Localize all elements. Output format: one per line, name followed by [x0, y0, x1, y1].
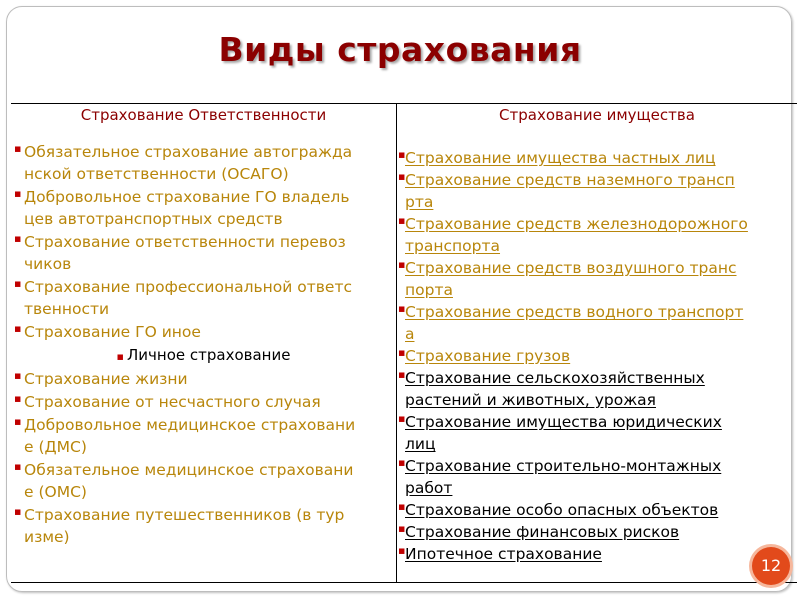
bullet-icon: ▪	[14, 322, 22, 335]
list-item-text: Страхование имущества частных лиц	[405, 149, 716, 167]
page-number-badge: 12	[752, 547, 790, 585]
list-item	[11, 368, 396, 390]
bullet-icon: ▪	[14, 392, 22, 405]
list-item-text: растений и животных, урожая	[405, 391, 656, 409]
list-item	[397, 411, 797, 455]
bullet-icon: ▪	[14, 142, 22, 155]
list-item	[397, 367, 797, 411]
bullet-icon: ▪	[398, 302, 406, 315]
bullet-icon: ▪	[398, 346, 406, 359]
list-item-text: цев автотранспортных средств	[24, 210, 283, 228]
list-item-text: Страхование особо опасных объектов	[405, 501, 719, 519]
list-item-text: е (ОМС)	[24, 483, 87, 501]
bullet-icon: ▪	[398, 522, 406, 535]
bullet-icon: ▪	[398, 544, 406, 557]
list-item	[11, 391, 396, 413]
list-item-text: Страхование от несчастного случая	[24, 393, 321, 411]
list-item-text: Страхование строительно-монтажных	[405, 457, 722, 475]
list-item	[397, 345, 797, 367]
bullet-icon: ▪	[14, 460, 22, 473]
list-item-text: Обязательное страхование автогражда	[24, 143, 353, 161]
list-item-text: порта	[405, 281, 453, 299]
property-header: Страхование имущества	[499, 106, 695, 124]
bullet-icon: ▪	[398, 500, 406, 513]
list-item-text: а	[405, 325, 415, 343]
liability-column	[11, 103, 396, 583]
list-item-text: твенности	[24, 300, 110, 318]
list-item-text: Страхование сельскохозяйственных	[405, 369, 705, 387]
property-column	[397, 103, 797, 583]
slide-title: Виды страхования	[218, 30, 582, 69]
bullet-icon: ▪	[398, 258, 406, 271]
bullet-icon: ▪	[14, 369, 22, 382]
list-item-text: чиков	[24, 255, 72, 273]
list-item	[397, 147, 797, 169]
list-item-text: Страхование ГО иное	[24, 323, 201, 341]
personal-insurance-header: ▪ Личное страхование	[116, 346, 291, 364]
personal-insurance-list	[11, 368, 396, 548]
list-item-text: Добровольное медицинское страховани	[24, 416, 356, 434]
bullet-icon: ▪	[14, 277, 22, 290]
list-item	[11, 459, 396, 503]
bullet-icon: ▪	[14, 232, 22, 245]
list-item-text: Страхование финансовых рисков	[405, 523, 680, 541]
list-item-text: нской ответственности (ОСАГО)	[24, 165, 289, 183]
list-item	[397, 521, 797, 543]
bullet-icon: ▪	[398, 214, 406, 227]
bullet-icon: ▪	[398, 148, 406, 161]
list-item-text: е (ДМС)	[24, 438, 87, 456]
list-item-text: рта	[405, 193, 434, 211]
list-item-text: Страхование имущества юридических	[405, 413, 722, 431]
list-item-text: Страхование путешественников (в тур	[24, 506, 345, 524]
list-item-text: Страхование жизни	[24, 370, 188, 388]
list-item-text: Страхование средств наземного трансп	[405, 171, 735, 189]
list-item	[11, 276, 396, 320]
list-item	[11, 186, 396, 230]
list-item-text: Страхование грузов	[405, 347, 571, 365]
list-item	[11, 321, 396, 343]
bullet-icon: ▪	[398, 456, 406, 469]
list-item	[397, 301, 797, 345]
list-item	[397, 499, 797, 521]
list-item	[397, 543, 797, 565]
list-item-text: Страхование средств водного транспорт	[405, 303, 744, 321]
list-item-text: Страхование средств железнодорожного	[405, 215, 748, 233]
list-item	[11, 231, 396, 275]
liability-list	[11, 141, 396, 343]
list-item	[397, 257, 797, 301]
list-item-text: Обязательное медицинское страховани	[24, 461, 354, 479]
list-item-text: транспорта	[405, 237, 501, 255]
list-item-text: Добровольное страхование ГО владель	[24, 188, 350, 206]
list-item-text: лиц	[405, 435, 436, 453]
list-item	[11, 141, 396, 185]
property-list	[397, 147, 797, 565]
bullet-icon: ▪	[116, 350, 124, 363]
list-item-text: изме)	[24, 528, 70, 546]
list-item-text: Страхование средств воздушного транс	[405, 259, 737, 277]
bullet-icon: ▪	[14, 187, 22, 200]
list-item-text: Страхование ответственности перевоз	[24, 233, 346, 251]
liability-header: Страхование Ответственности	[80, 106, 327, 124]
list-item	[397, 213, 797, 257]
bullet-icon: ▪	[398, 170, 406, 183]
list-item	[397, 455, 797, 499]
list-item-text: работ	[405, 479, 453, 497]
list-item	[397, 169, 797, 213]
list-item-text: Ипотечное страхование	[405, 545, 602, 563]
bullet-icon: ▪	[14, 505, 22, 518]
list-item	[11, 414, 396, 458]
bullet-icon: ▪	[14, 415, 22, 428]
bullet-icon: ▪	[398, 368, 406, 381]
bullet-icon: ▪	[398, 412, 406, 425]
list-item-text: Страхование профессиональной ответс	[24, 278, 353, 296]
list-item	[11, 504, 396, 548]
